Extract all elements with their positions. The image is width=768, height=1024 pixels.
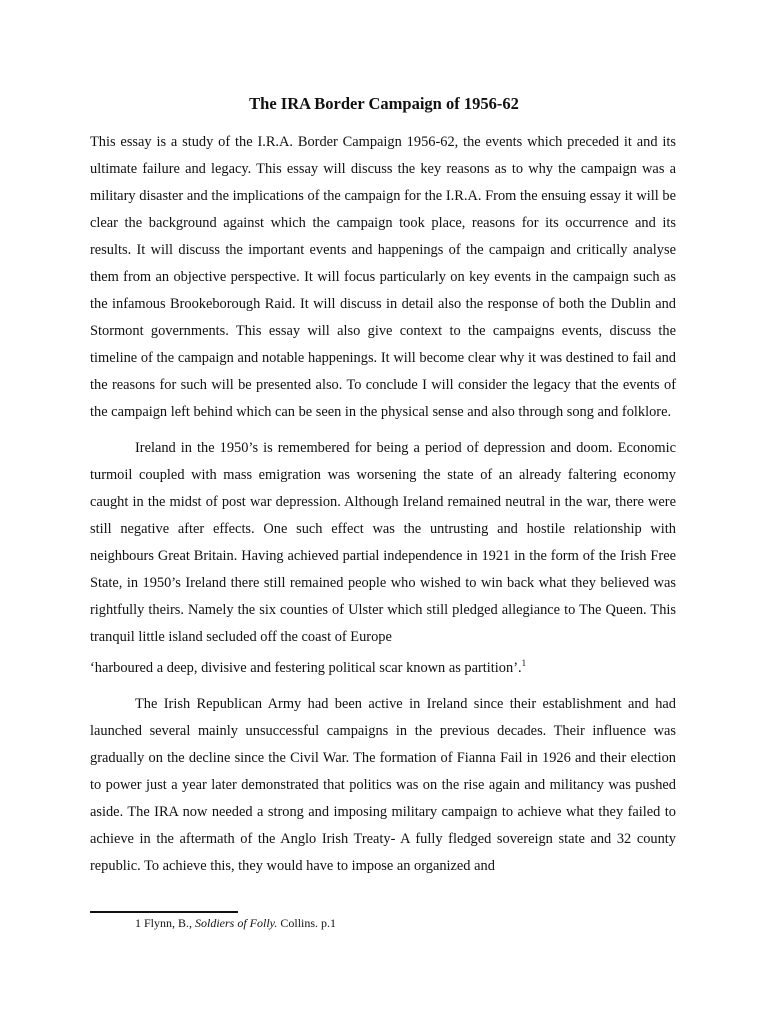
quote-text: ‘harboured a deep, divisive and festering political scar known as partition’. xyxy=(90,660,522,676)
document-title: The IRA Border Campaign of 1956-62 xyxy=(249,94,519,113)
footnote-separator xyxy=(90,911,238,913)
partition-quote xyxy=(90,655,676,682)
paragraph-ira: The Irish Republican Army had been active in Ireland since their establishment and had launched several mainly unsuccessful campaigns in the previous decades. Their influence was gradually on the decline since the Civil War. The formation of Fianna Fail in 1926 and their election to power just a year later demonstrated that politics was on the rise again and militancy was pushed aside. The IRA now needed a strong and imposing military campaign to achieve what they failed to achieve in the aftermath of the Anglo Irish Treaty- A fully fledged sovereign state and 32 county republic. To achieve this, they would have to impose an organized and xyxy=(90,696,676,874)
footnote-1 xyxy=(135,915,336,931)
paragraph-ireland-1950s: Ireland in the 1950’s is remembered for being a period of depression and doom. Economic turmoil coupled with mass emigration was worsening the state of an already faltering economy caught in the midst of post war depression. Although Ireland remained neutral in the war, there were still negative after effects. One such effect was the untrusting and hostile relationship with neighbours Great Britain. Having achieved partial independence in 1921 in the form of the Irish Free State, in 1950’s Ireland there still remained people who wished to win back what they believed was rightfully theirs. Namely the six counties of Ulster which still pledged allegiance to The Queen. This tranquil little island secluded off the coast of Europe xyxy=(90,440,676,645)
footnote-publisher: Collins. p.1 xyxy=(280,916,337,930)
footnote-work-title: Soldiers of Folly. xyxy=(195,916,278,930)
essay-body xyxy=(90,129,676,880)
footnote-number: 1 xyxy=(135,916,141,930)
footnote-reference[interactable]: 1 xyxy=(521,658,527,669)
paragraph-introduction: This essay is a study of the I.R.A. Border Campaign 1956-62, the events which preceded it and its ultimate failure and legacy. This essay will discuss the key reasons as to why the campaign was a military disaster and the implications of the campaign for the I.R.A. From the ensuing essay it will be clear the background against which the campaign took place, reasons for its occurrence and its results. It will discuss the important events and happenings of the campaign and critically analyse them from an objective perspective. It will focus particularly on key events in the campaign such as the infamous Brookeborough Raid. It will discuss in detail also the response of both the Dublin and Stormont governments. This essay will also give context to the campaigns events, discuss the timeline of the campaign and notable happenings. It will become clear why it was destined to fail and the reasons for such will be presented also. To conclude I will consider the legacy that the events of the campaign left behind which can be seen in the physical sense and also through song and folklore. xyxy=(90,134,676,420)
footnote-author: Flynn, B., xyxy=(144,916,193,930)
